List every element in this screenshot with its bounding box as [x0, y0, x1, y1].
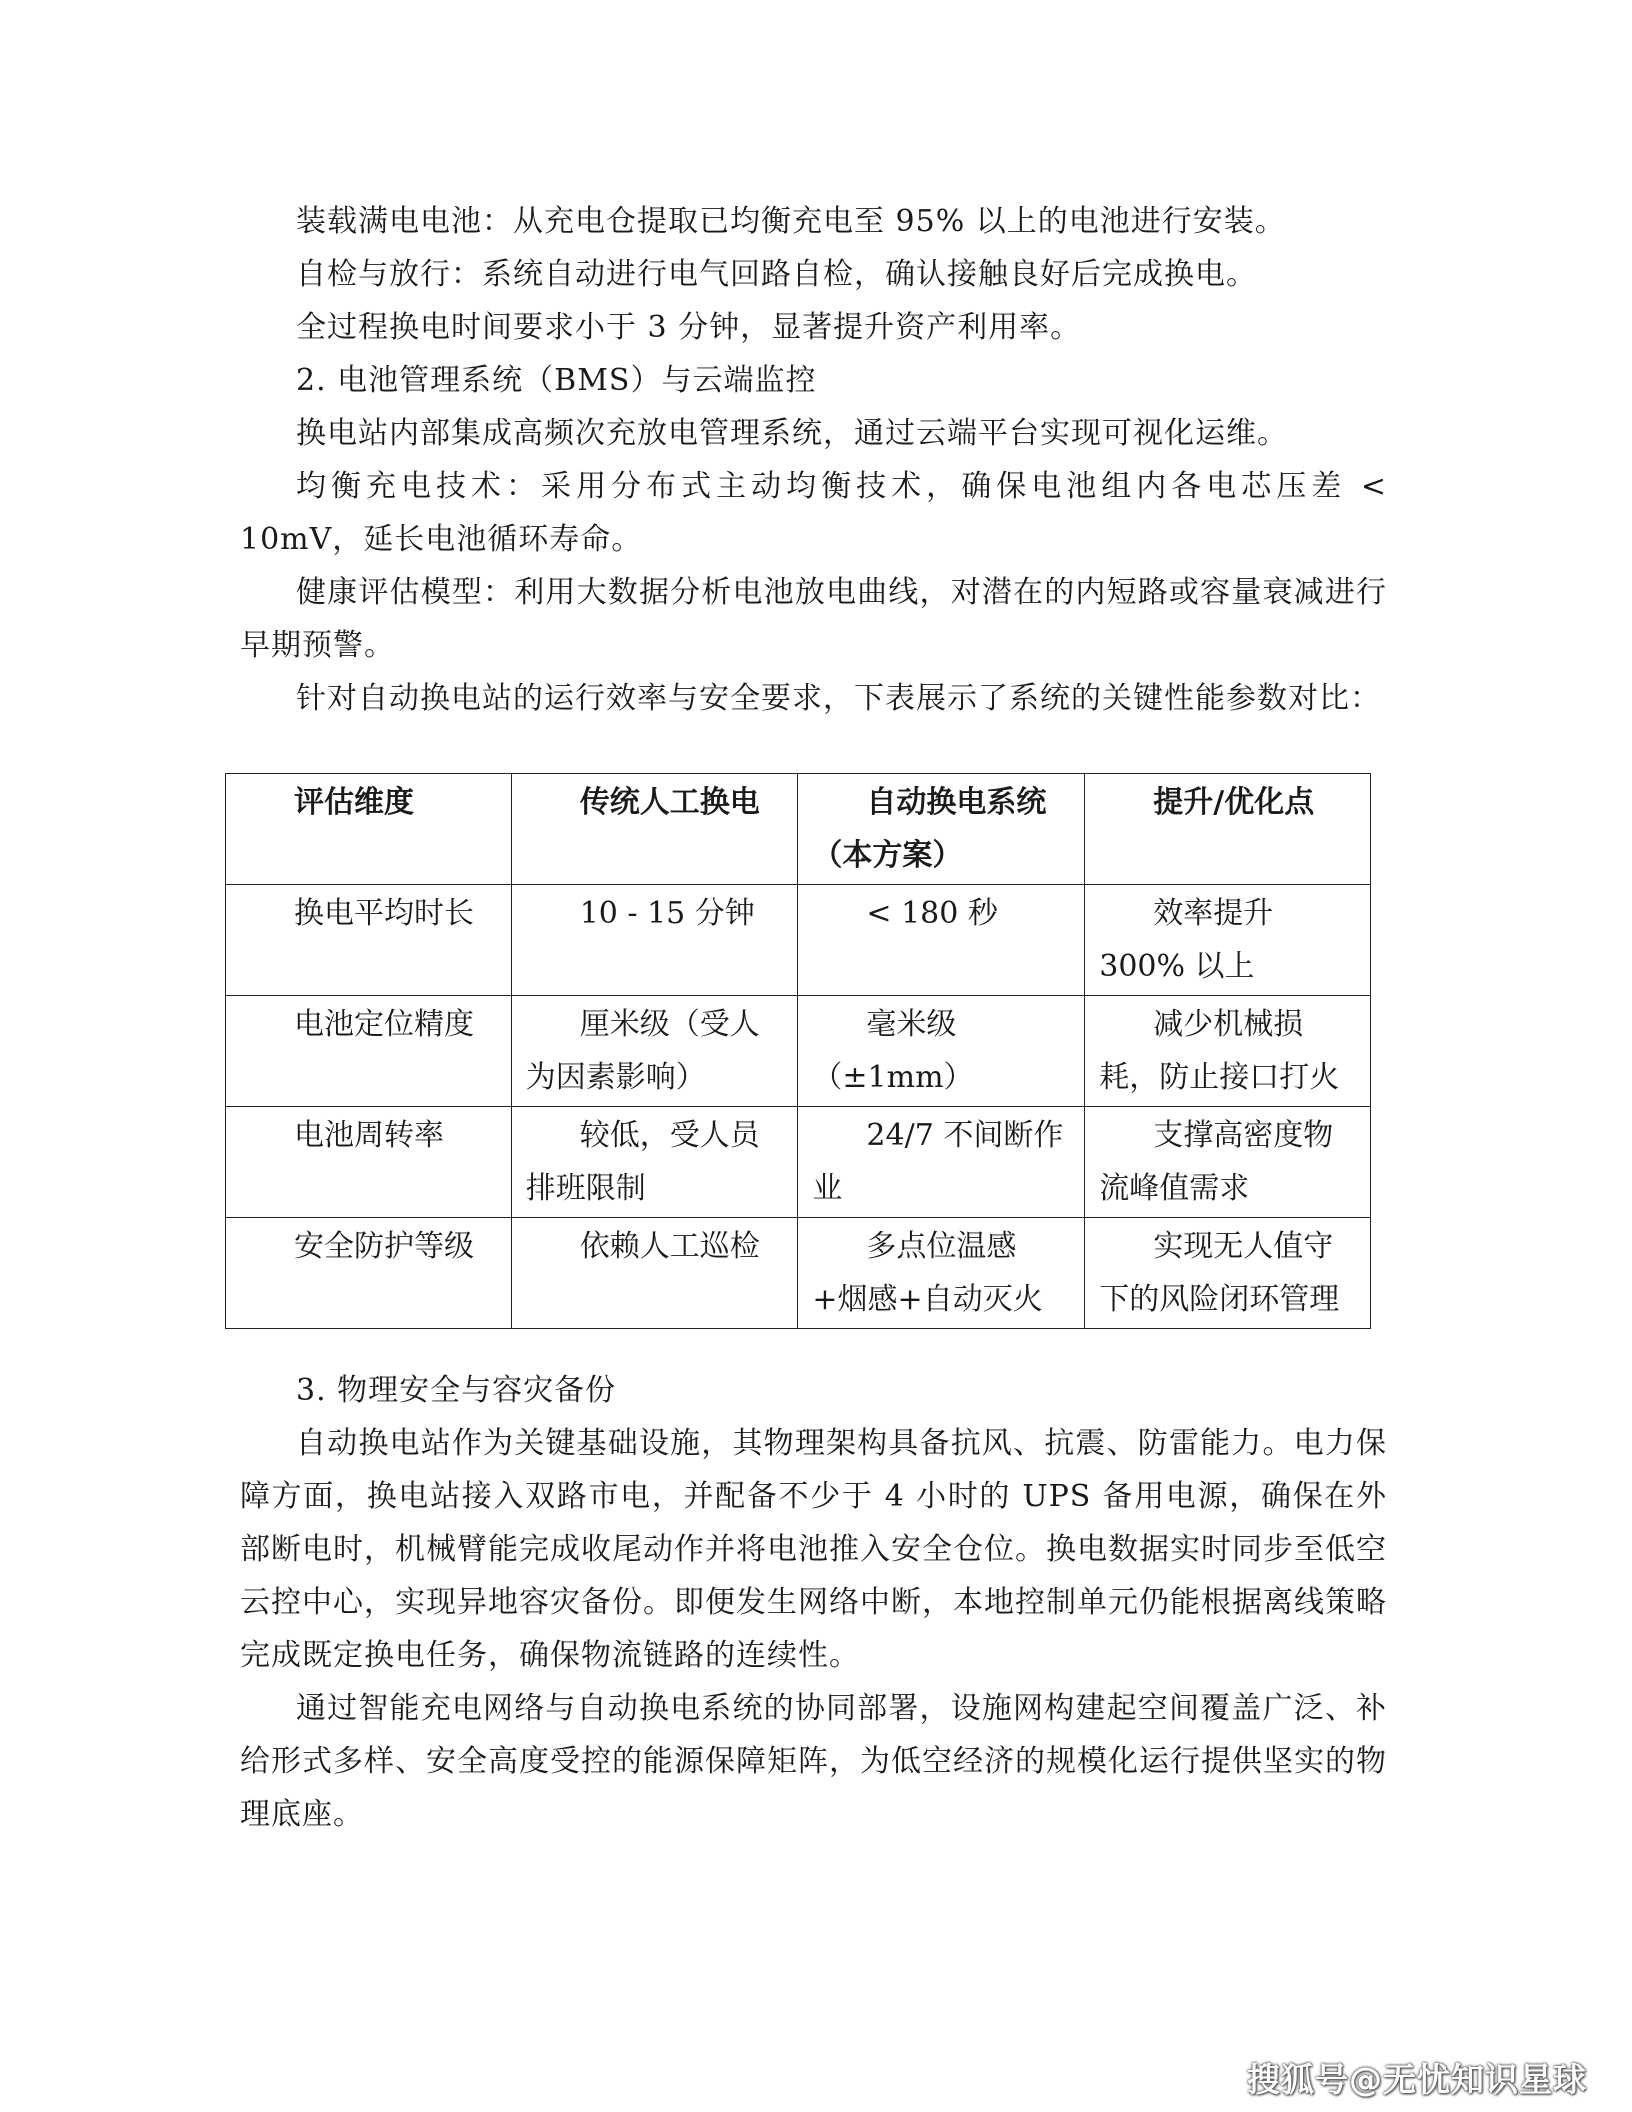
table-cell: 电池周转率	[226, 1107, 512, 1218]
table-cell: 24/7 不间断作业	[798, 1107, 1085, 1218]
table-header-row	[226, 774, 1371, 885]
section-heading-bms: 2. 电池管理系统（BMS）与云端监控	[296, 363, 817, 398]
table-header-cell: 传统人工换电	[511, 774, 798, 885]
paragraph-bms-intro: 换电站内部集成高频次充放电管理系统，通过云端平台实现可视化运维。	[296, 416, 1288, 451]
paragraph-balance-charging: 均衡充电技术：采用分布式主动均衡技术，确保电池组内各电芯压差 < 10mV，延长电池循环寿命。	[240, 469, 1387, 557]
paragraph-swap-time: 全过程换电时间要求小于 3 分钟，显著提升资产利用率。	[296, 310, 1082, 345]
table-cell: 毫米级（±1mm）	[798, 996, 1085, 1107]
table-header-cell: 提升/优化点	[1085, 774, 1371, 885]
paragraph-physical-security: 自动换电站作为关键基础设施，其物理架构具备抗风、抗震、防雷能力。电力保障方面，换电站接入双路市电，并配备不少于 4 小时的 UPS 备用电源，确保在外部断电时，机械臂能完成收尾动作并将电池推入安全仓位。换电数据实时同步至低空云控中心，实现异地容灾备份。即便发生网络中断，本地控制单元仍能根据离线策略完成既定换电任务，确保物流链路的连续性。	[240, 1426, 1387, 1673]
table-cell: 厘米级（受人为因素影响）	[511, 996, 798, 1107]
table-cell: 电池定位精度	[226, 996, 512, 1107]
paragraph-install-battery: 装载满电电池：从充电仓提取已均衡充电至 95% 以上的电池进行安装。	[296, 204, 1286, 239]
paragraph-health-model: 健康评估模型：利用大数据分析电池放电曲线，对潜在的内短路或容量衰减进行早期预警。	[240, 575, 1387, 663]
table-cell: 较低，受人员排班限制	[511, 1107, 798, 1218]
table-cell: 实现无人值守下的风险闭环管理	[1085, 1218, 1371, 1329]
table-cell: 10 - 15 分钟	[511, 885, 798, 996]
table-cell: 多点位温感+烟感+自动灭火	[798, 1218, 1085, 1329]
table-cell: 效率提升 300% 以上	[1085, 885, 1371, 996]
table-row	[226, 1218, 1371, 1329]
table-row	[226, 885, 1371, 996]
table-row	[226, 996, 1371, 1107]
table-cell: 依赖人工巡检	[511, 1218, 798, 1329]
table-cell: < 180 秒	[798, 885, 1085, 996]
table-cell: 安全防护等级	[226, 1218, 512, 1329]
paragraph-table-intro: 针对自动换电站的运行效率与安全要求，下表展示了系统的关键性能参数对比：	[296, 681, 1381, 716]
table-header-cell: 评估维度	[226, 774, 512, 885]
table-row	[226, 1107, 1371, 1218]
table-cell: 换电平均时长	[226, 885, 512, 996]
performance-comparison-table	[225, 773, 1371, 1329]
table-cell: 减少机械损耗，防止接口打火	[1085, 996, 1371, 1107]
watermark-label: 搜狐号@无忧知识星球	[1247, 2060, 1587, 2099]
table-cell: 支撑高密度物流峰值需求	[1085, 1107, 1371, 1218]
paragraph-conclusion: 通过智能充电网络与自动换电系统的协同部署，设施网构建起空间覆盖广泛、补给形式多样、安全高度受控的能源保障矩阵，为低空经济的规模化运行提供坚实的物理底座。	[240, 1691, 1387, 1832]
paragraph-self-check: 自检与放行：系统自动进行电气回路自检，确认接触良好后完成换电。	[296, 257, 1257, 292]
section-heading-physical-security: 3. 物理安全与容灾备份	[296, 1373, 617, 1408]
table-header-cell: 自动换电系统（本方案）	[798, 774, 1085, 885]
